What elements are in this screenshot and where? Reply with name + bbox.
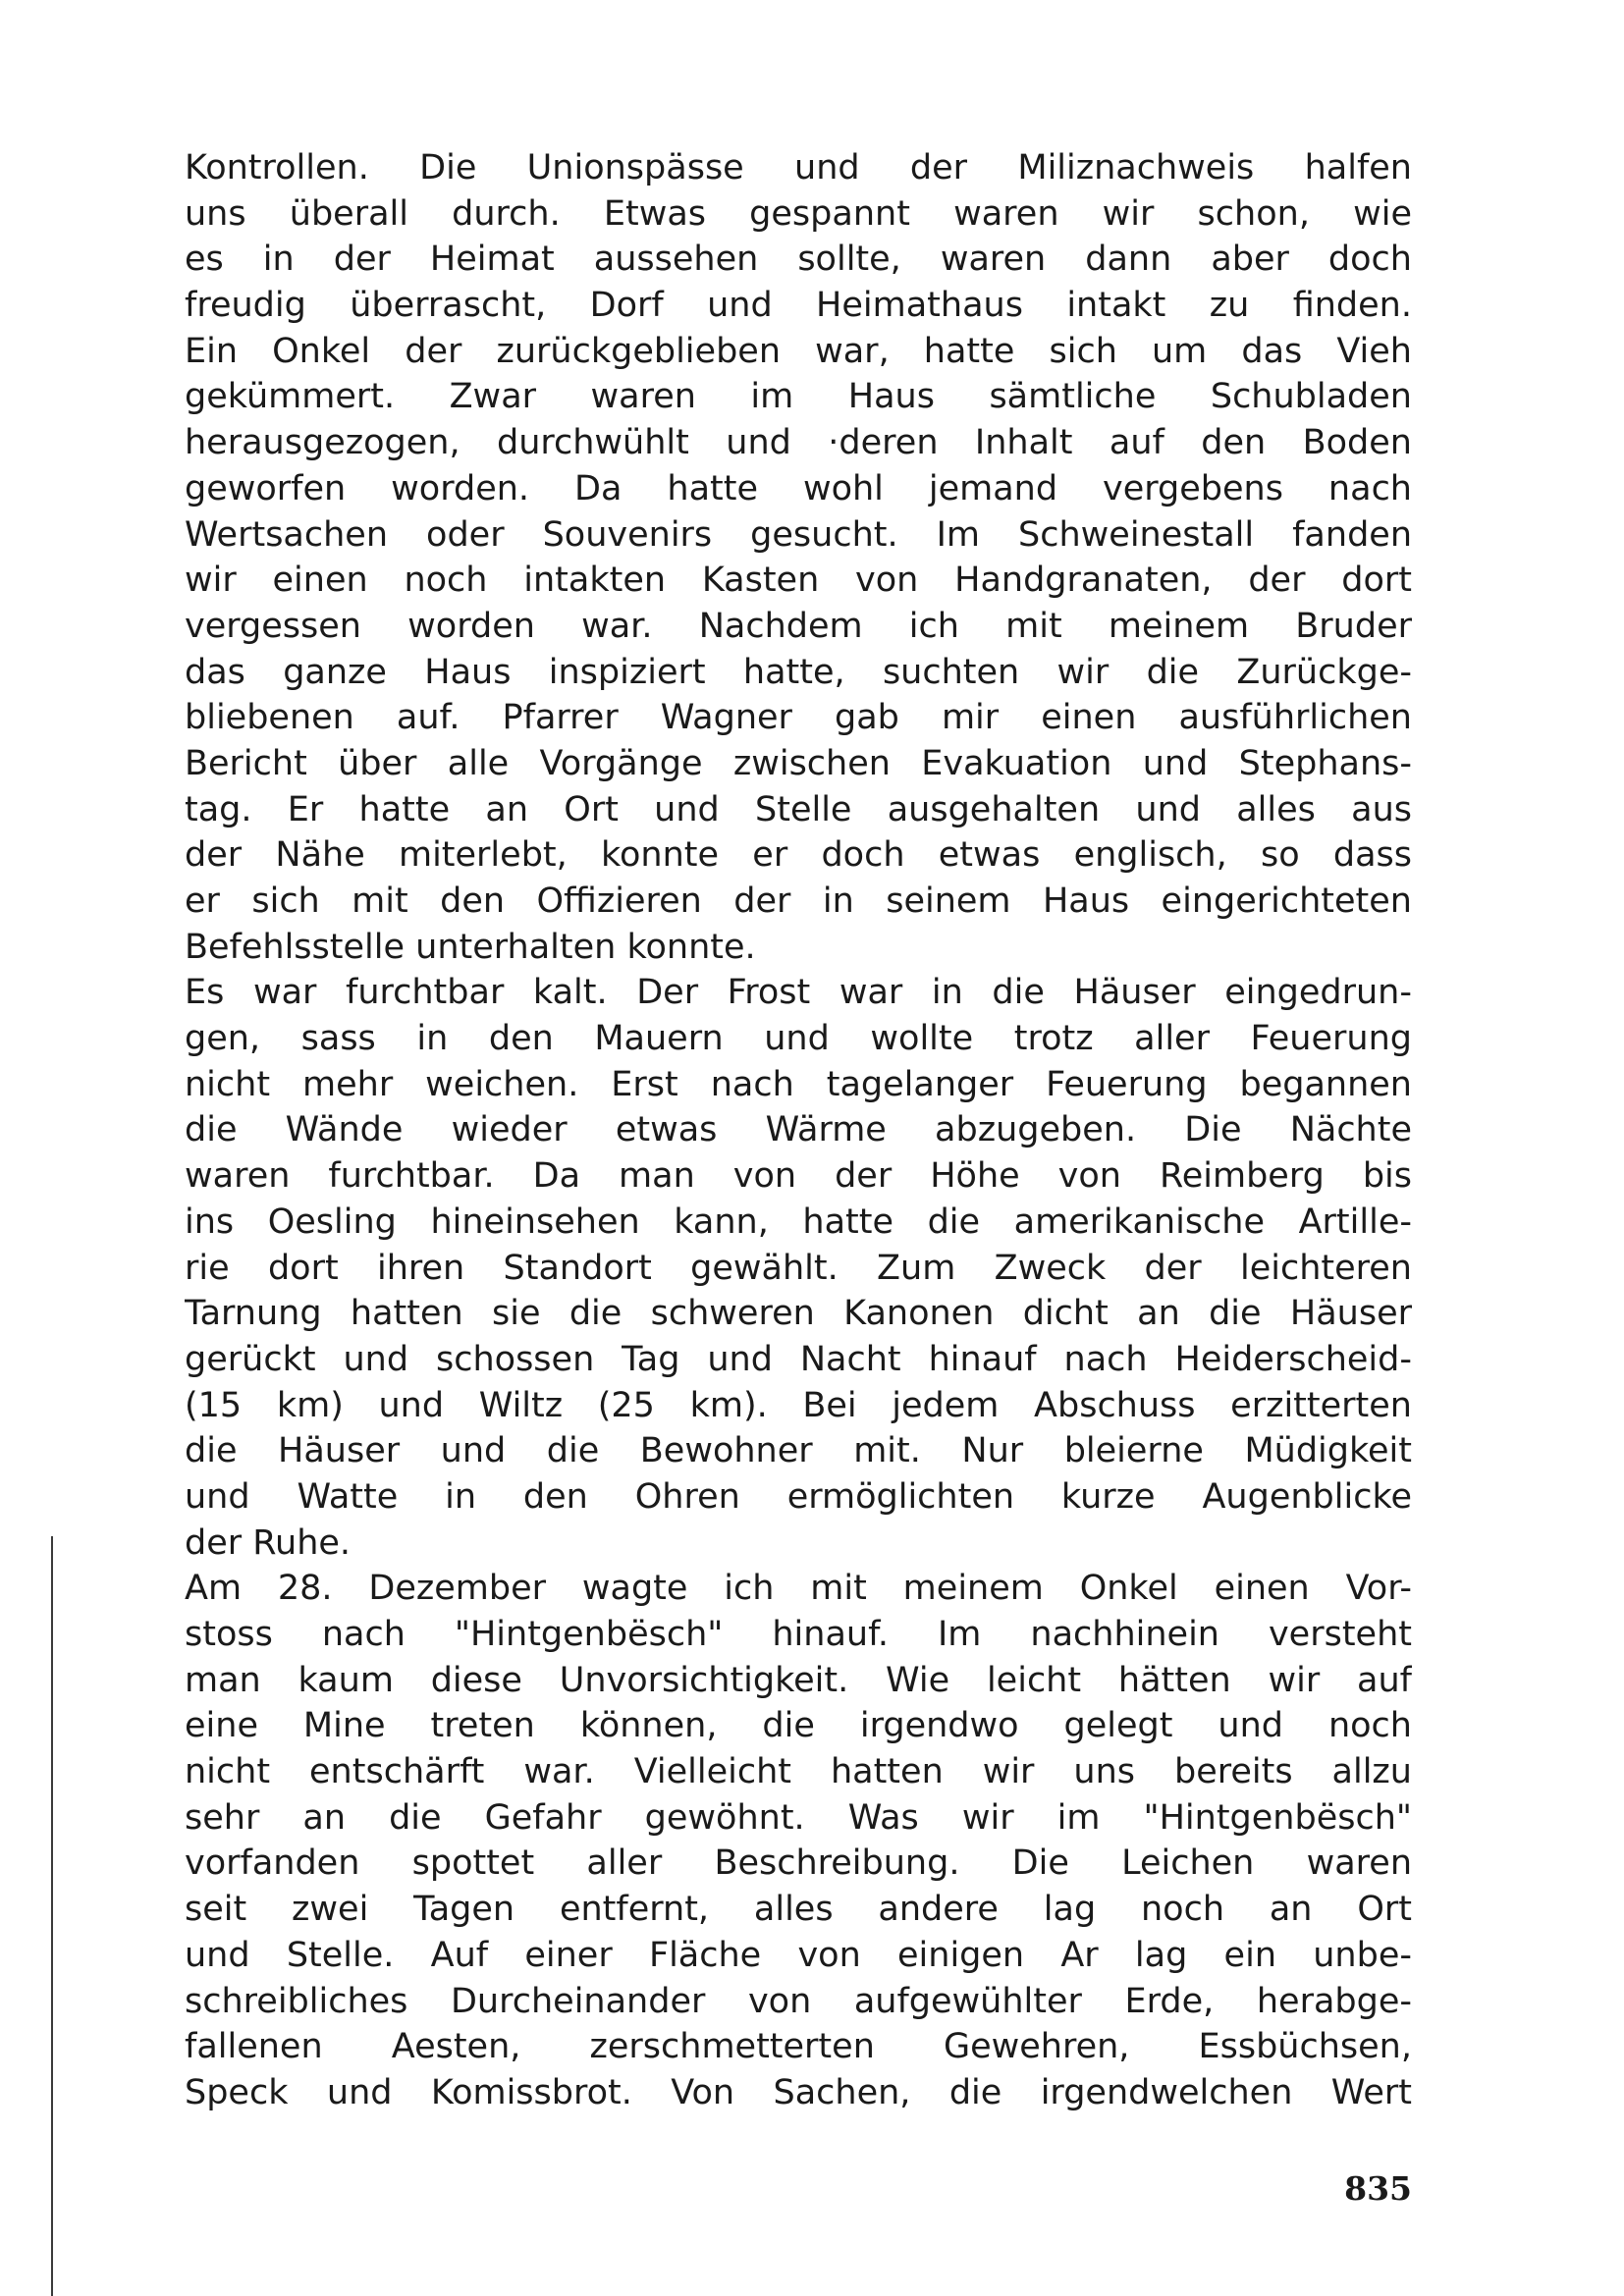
scan-edge-line bbox=[51, 1536, 53, 2296]
text-line: schreibliches Durcheinander von aufgewühlter Erde, herabge- bbox=[185, 1981, 1412, 2021]
text-line: waren furchtbar. Da man von der Höhe von Reimberg bis bbox=[185, 1156, 1412, 1197]
text-line: fallenen Aesten, zerschmetterten Gewehren, Essbüchsen, bbox=[185, 2027, 1412, 2067]
text-line: Es war furchtbar kalt. Der Frost war in die Häuser eingedrun- bbox=[185, 973, 1412, 1013]
text-line: Bericht über alle Vorgänge zwischen Evakuation und Stephans- bbox=[185, 743, 1412, 783]
text-line: ins Oesling hineinsehen kann, hatte die amerikanische Artille- bbox=[185, 1201, 1412, 1242]
text-line: der Nähe miterlebt, konnte er doch etwas englisch, so dass bbox=[185, 835, 1412, 876]
text-line: er sich mit den Offizieren der in seinem Haus eingerichteten bbox=[185, 881, 1412, 921]
text-line: die Häuser und die Bewohner mit. Nur bleierne Müdigkeit bbox=[185, 1431, 1412, 1471]
text-line: Speck und Komissbrot. Von Sachen, die irgendwelchen Wert bbox=[185, 2072, 1412, 2112]
text-line: (15 km) und Wiltz (25 km). Bei jedem Abschuss erzitterten bbox=[185, 1385, 1412, 1425]
text-line: gen, sass in den Mauern und wollte trotz aller Feuerung bbox=[185, 1019, 1412, 1059]
text-line: Tarnung hatten sie die schweren Kanonen dicht an die Häuser bbox=[185, 1294, 1412, 1334]
paragraph-end-line: Befehlsstelle unterhalten konnte. bbox=[185, 927, 756, 967]
text-line: man kaum diese Unvorsichtigkeit. Wie leicht hätten wir auf bbox=[185, 1660, 1412, 1700]
text-line: wir einen noch intakten Kasten von Handgranaten, der dort bbox=[185, 561, 1412, 601]
text-line: seit zwei Tagen entfernt, alles andere lag noch an Ort bbox=[185, 1890, 1412, 1930]
text-line: es in der Heimat aussehen sollte, waren dann aber doch bbox=[185, 240, 1412, 280]
text-line: stoss nach "Hintgenbësch" hinauf. Im nachhinein versteht bbox=[185, 1615, 1412, 1654]
text-line: vergessen worden war. Nachdem ich mit meinem Bruder bbox=[185, 606, 1412, 646]
text-line: freudig überrascht, Dorf und Heimathaus intakt zu finden. bbox=[185, 286, 1412, 326]
page-number: 835 bbox=[1344, 2169, 1412, 2208]
text-line: tag. Er hatte an Ort und Stelle ausgehalten und alles aus bbox=[185, 789, 1412, 829]
text-line: Ein Onkel der zurückgeblieben war, hatte sich um das Vieh bbox=[185, 331, 1412, 371]
text-line: herausgezogen, durchwühlt und ·deren Inhalt auf den Boden bbox=[185, 423, 1412, 463]
text-line: Kontrollen. Die Unionspässe und der Miliznachweis halfen bbox=[185, 148, 1412, 187]
text-line: eine Mine treten können, die irgendwo gelegt und noch bbox=[185, 1706, 1412, 1746]
text-line: nicht entschärft war. Vielleicht hatten wir uns bereits allzu bbox=[185, 1752, 1412, 1792]
body-text bbox=[185, 145, 1412, 2116]
text-line: geworfen worden. Da hatte wohl jemand vergebens nach bbox=[185, 468, 1412, 508]
text-line: sehr an die Gefahr gewöhnt. Was wir im "Hintgenbësch" bbox=[185, 1797, 1412, 1838]
text-line: gekümmert. Zwar waren im Haus sämtliche Schubladen bbox=[185, 377, 1412, 417]
text-line: bliebenen auf. Pfarrer Wagner gab mir einen ausführlichen bbox=[185, 698, 1412, 738]
text-line: nicht mehr weichen. Erst nach tagelanger Feuerung begannen bbox=[185, 1064, 1412, 1104]
text-line: rie dort ihren Standort gewählt. Zum Zweck der leichteren bbox=[185, 1248, 1412, 1288]
text-line: die Wände wieder etwas Wärme abzugeben. Die Nächte bbox=[185, 1110, 1412, 1150]
paragraph-end-line: der Ruhe. bbox=[185, 1522, 352, 1563]
text-line: und Watte in den Ohren ermöglichten kurze Augenblicke bbox=[185, 1476, 1412, 1517]
text-line: gerückt und schossen Tag und Nacht hinauf nach Heiderscheid- bbox=[185, 1339, 1412, 1379]
text-line: vorfanden spottet aller Beschreibung. Die Leichen waren bbox=[185, 1843, 1412, 1884]
text-line: Wertsachen oder Souvenirs gesucht. Im Schweinestall fanden bbox=[185, 514, 1412, 555]
text-line: Am 28. Dezember wagte ich mit meinem Onkel einen Vor- bbox=[185, 1569, 1412, 1609]
text-line: und Stelle. Auf einer Fläche von einigen Ar lag ein unbe- bbox=[185, 1935, 1412, 1975]
text-line: das ganze Haus inspiziert hatte, suchten wir die Zurückge- bbox=[185, 652, 1412, 692]
text-line: uns überall durch. Etwas gespannt waren wir schon, wie bbox=[185, 193, 1412, 234]
